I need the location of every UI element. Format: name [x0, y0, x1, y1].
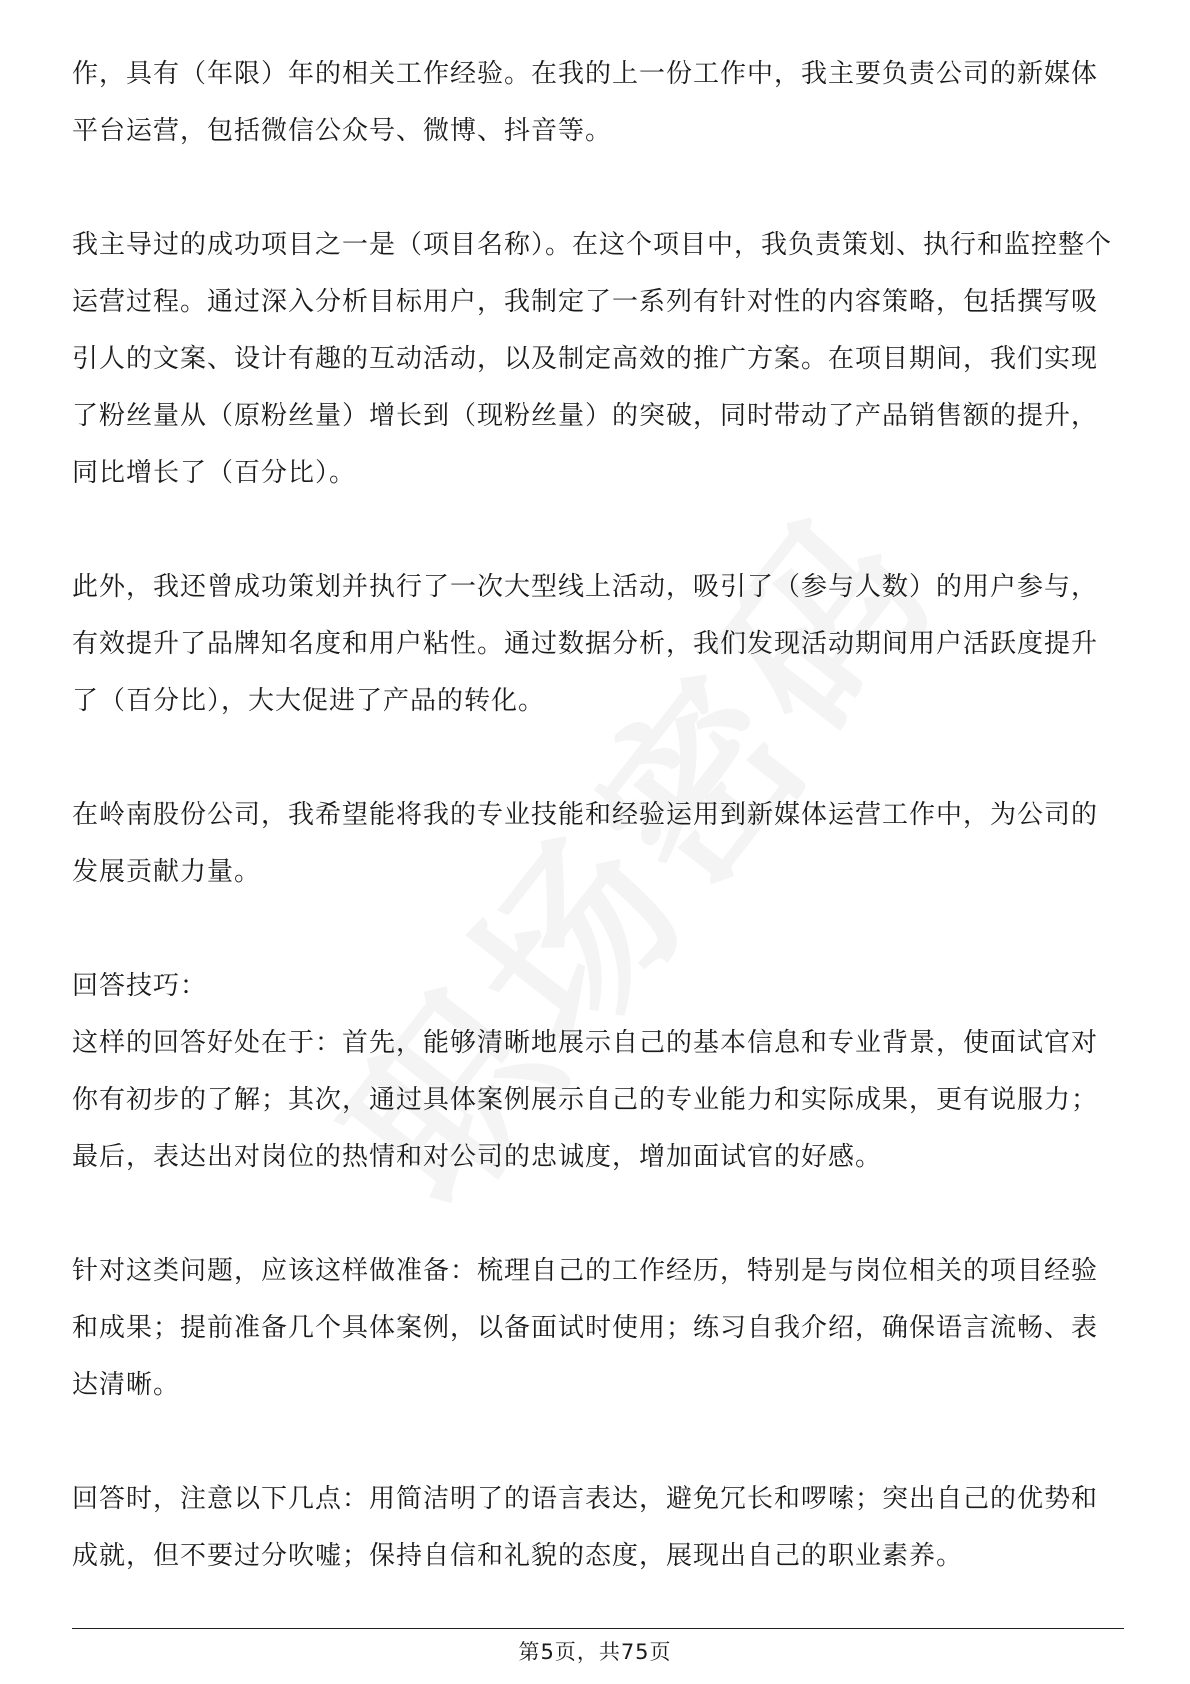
paragraph-experience-intro: 作，具有（年限）年的相关工作经验。在我的上一份工作中，我主要负责公司的新媒体平台运营，包括微信公众号、微博、抖音等。: [72, 59, 1099, 146]
paragraph-preparation: 针对这类问题，应该这样做准备：梳理自己的工作经历，特别是与岗位相关的项目经验和成果；提前准备几个具体案例，以备面试时使用；练习自我介绍，确保语言流畅、表达清晰。: [72, 1256, 1099, 1400]
paragraph-tips-benefits: 这样的回答好处在于：首先，能够清晰地展示自己的基本信息和专业背景，使面试官对你有初步的了解；其次，通过具体案例展示自己的专业能力和实际成果，更有说服力；最后，表达出对岗位的热情和对公司的忠诚度，增加面试官的好感。: [72, 1028, 1099, 1172]
paragraph-company-goal: 在岭南股份公司，我希望能将我的专业技能和经验运用到新媒体运营工作中，为公司的发展贡献力量。: [72, 800, 1099, 887]
paragraph-answer-notes: 回答时，注意以下几点：用简洁明了的语言表达，避免冗长和啰嗦；突出自己的优势和成就，但不要过分吹嘘；保持自信和礼貌的态度，展现出自己的职业素养。: [72, 1484, 1099, 1571]
footer-divider: [72, 1628, 1124, 1629]
page-number: 第5页，共75页: [518, 1640, 672, 1664]
paragraph-project: 我主导过的成功项目之一是（项目名称）。在这个项目中，我负责策划、执行和监控整个运营过程。通过深入分析目标用户，我制定了一系列有针对性的内容策略，包括撰写吸引人的文案、设计有趣的互动活动，以及制定高效的推广方案。在项目期间，我们实现了粉丝量从（原粉丝量）增长到（现粉丝量）的突破，同时带动了产品销售额的提升，同比增长了（百分比）。: [72, 230, 1113, 488]
paragraph-online-event: 此外，我还曾成功策划并执行了一次大型线上活动，吸引了（参与人数）的用户参与，有效提升了品牌知名度和用户粘性。通过数据分析，我们发现活动期间用户活跃度提升了（百分比），大大促进了产品的转化。: [72, 572, 1099, 716]
section-heading-tips: 回答技巧：: [72, 971, 208, 1001]
document-body: [72, 46, 1124, 1585]
